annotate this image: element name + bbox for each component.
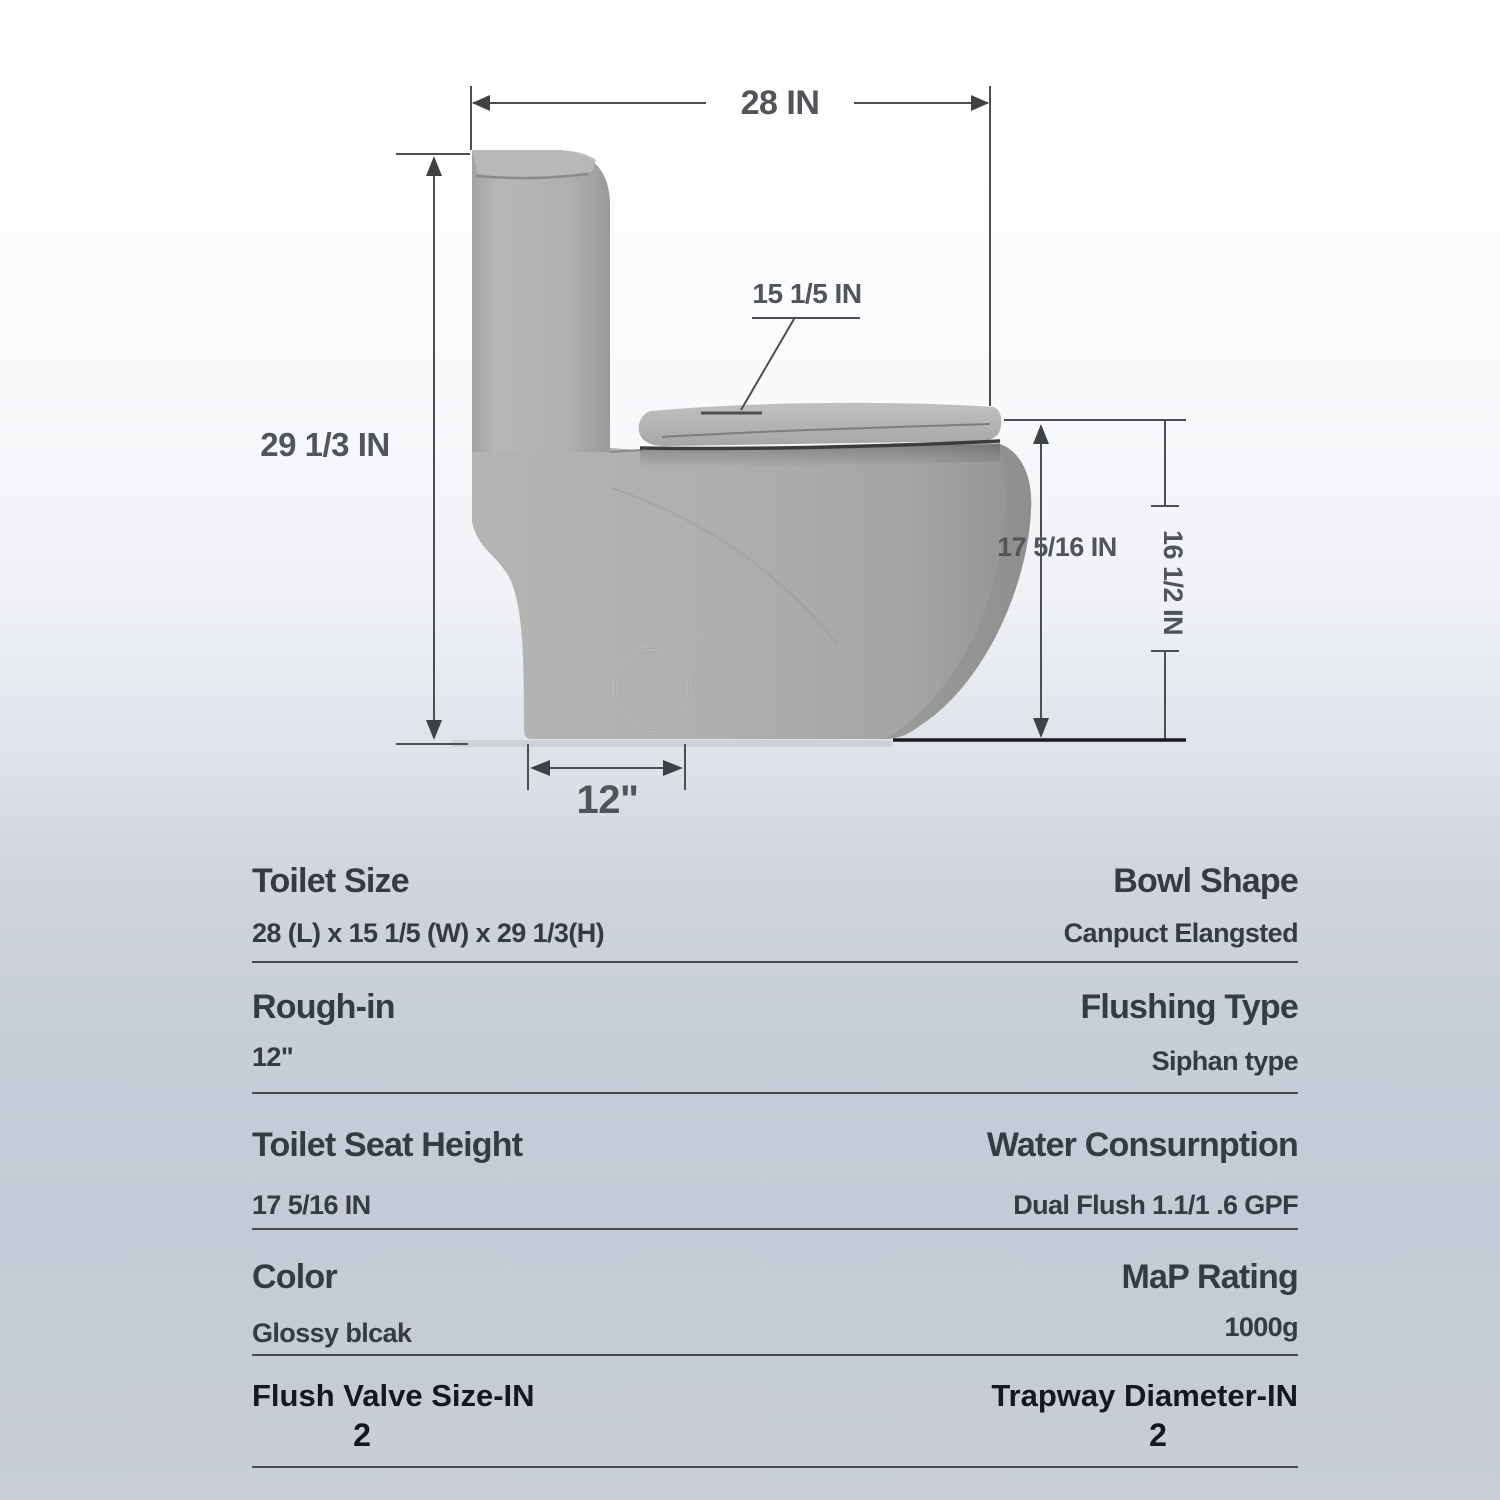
spec-separator: [252, 1228, 1298, 1230]
spec-header-rough-in: Rough-in: [252, 988, 395, 1026]
spec-header-flushing-type: Flushing Type: [1080, 988, 1298, 1026]
overall-width-label: 28 IN: [740, 84, 820, 122]
spec-header-trapway-diameter: Trapway Diameter-IN: [991, 1378, 1298, 1413]
spec-value-water-consumption: Dual Flush 1.1/1 .6 GPF: [1013, 1190, 1298, 1220]
spec-header-bowl-shape: Bowl Shape: [1113, 862, 1298, 900]
spec-value-bowl-shape: Canpuct Elangsted: [1063, 918, 1298, 948]
spec-header-toilet-size: Toilet Size: [252, 862, 409, 900]
spec-header-seat-height: Toilet Seat Height: [252, 1126, 523, 1164]
spec-separator: [252, 1466, 1298, 1468]
spec-separator: [252, 961, 1298, 963]
spec-separator: [252, 1092, 1298, 1094]
spec-value-flushing-type: Siphan type: [1151, 1046, 1298, 1076]
seat-width-label: 15 1/5 IN: [752, 278, 862, 309]
spec-value-flush-valve-size: 2: [353, 1417, 371, 1453]
overall-height-label: 29 1/3 IN: [260, 426, 390, 463]
seat-height-label: 17 5/16 IN: [997, 532, 1117, 562]
spec-table: [252, 0, 1298, 1500]
rim-height-label: 16 1/2 IN: [1158, 530, 1188, 636]
spec-separator: [252, 1354, 1298, 1356]
spec-value-seat-height: 17 5/16 IN: [252, 1190, 371, 1220]
spec-header-water-consumption: Water Consurnption: [986, 1126, 1298, 1164]
spec-header-flush-valve-size: Flush Valve Size-IN: [252, 1378, 535, 1413]
spec-value-color: Glossy blcak: [252, 1318, 412, 1348]
rough-in-label: 12": [576, 778, 639, 822]
spec-header-map-rating: MaP Rating: [1121, 1258, 1298, 1296]
spec-value-map-rating: 1000g: [1224, 1312, 1298, 1342]
spec-value-toilet-size: 28 (L) x 15 1/5 (W) x 29 1/3(H): [252, 918, 605, 948]
spec-header-color: Color: [252, 1258, 337, 1296]
spec-value-trapway-diameter: 2: [1149, 1417, 1167, 1453]
spec-value-rough-in: 12": [252, 1042, 294, 1072]
